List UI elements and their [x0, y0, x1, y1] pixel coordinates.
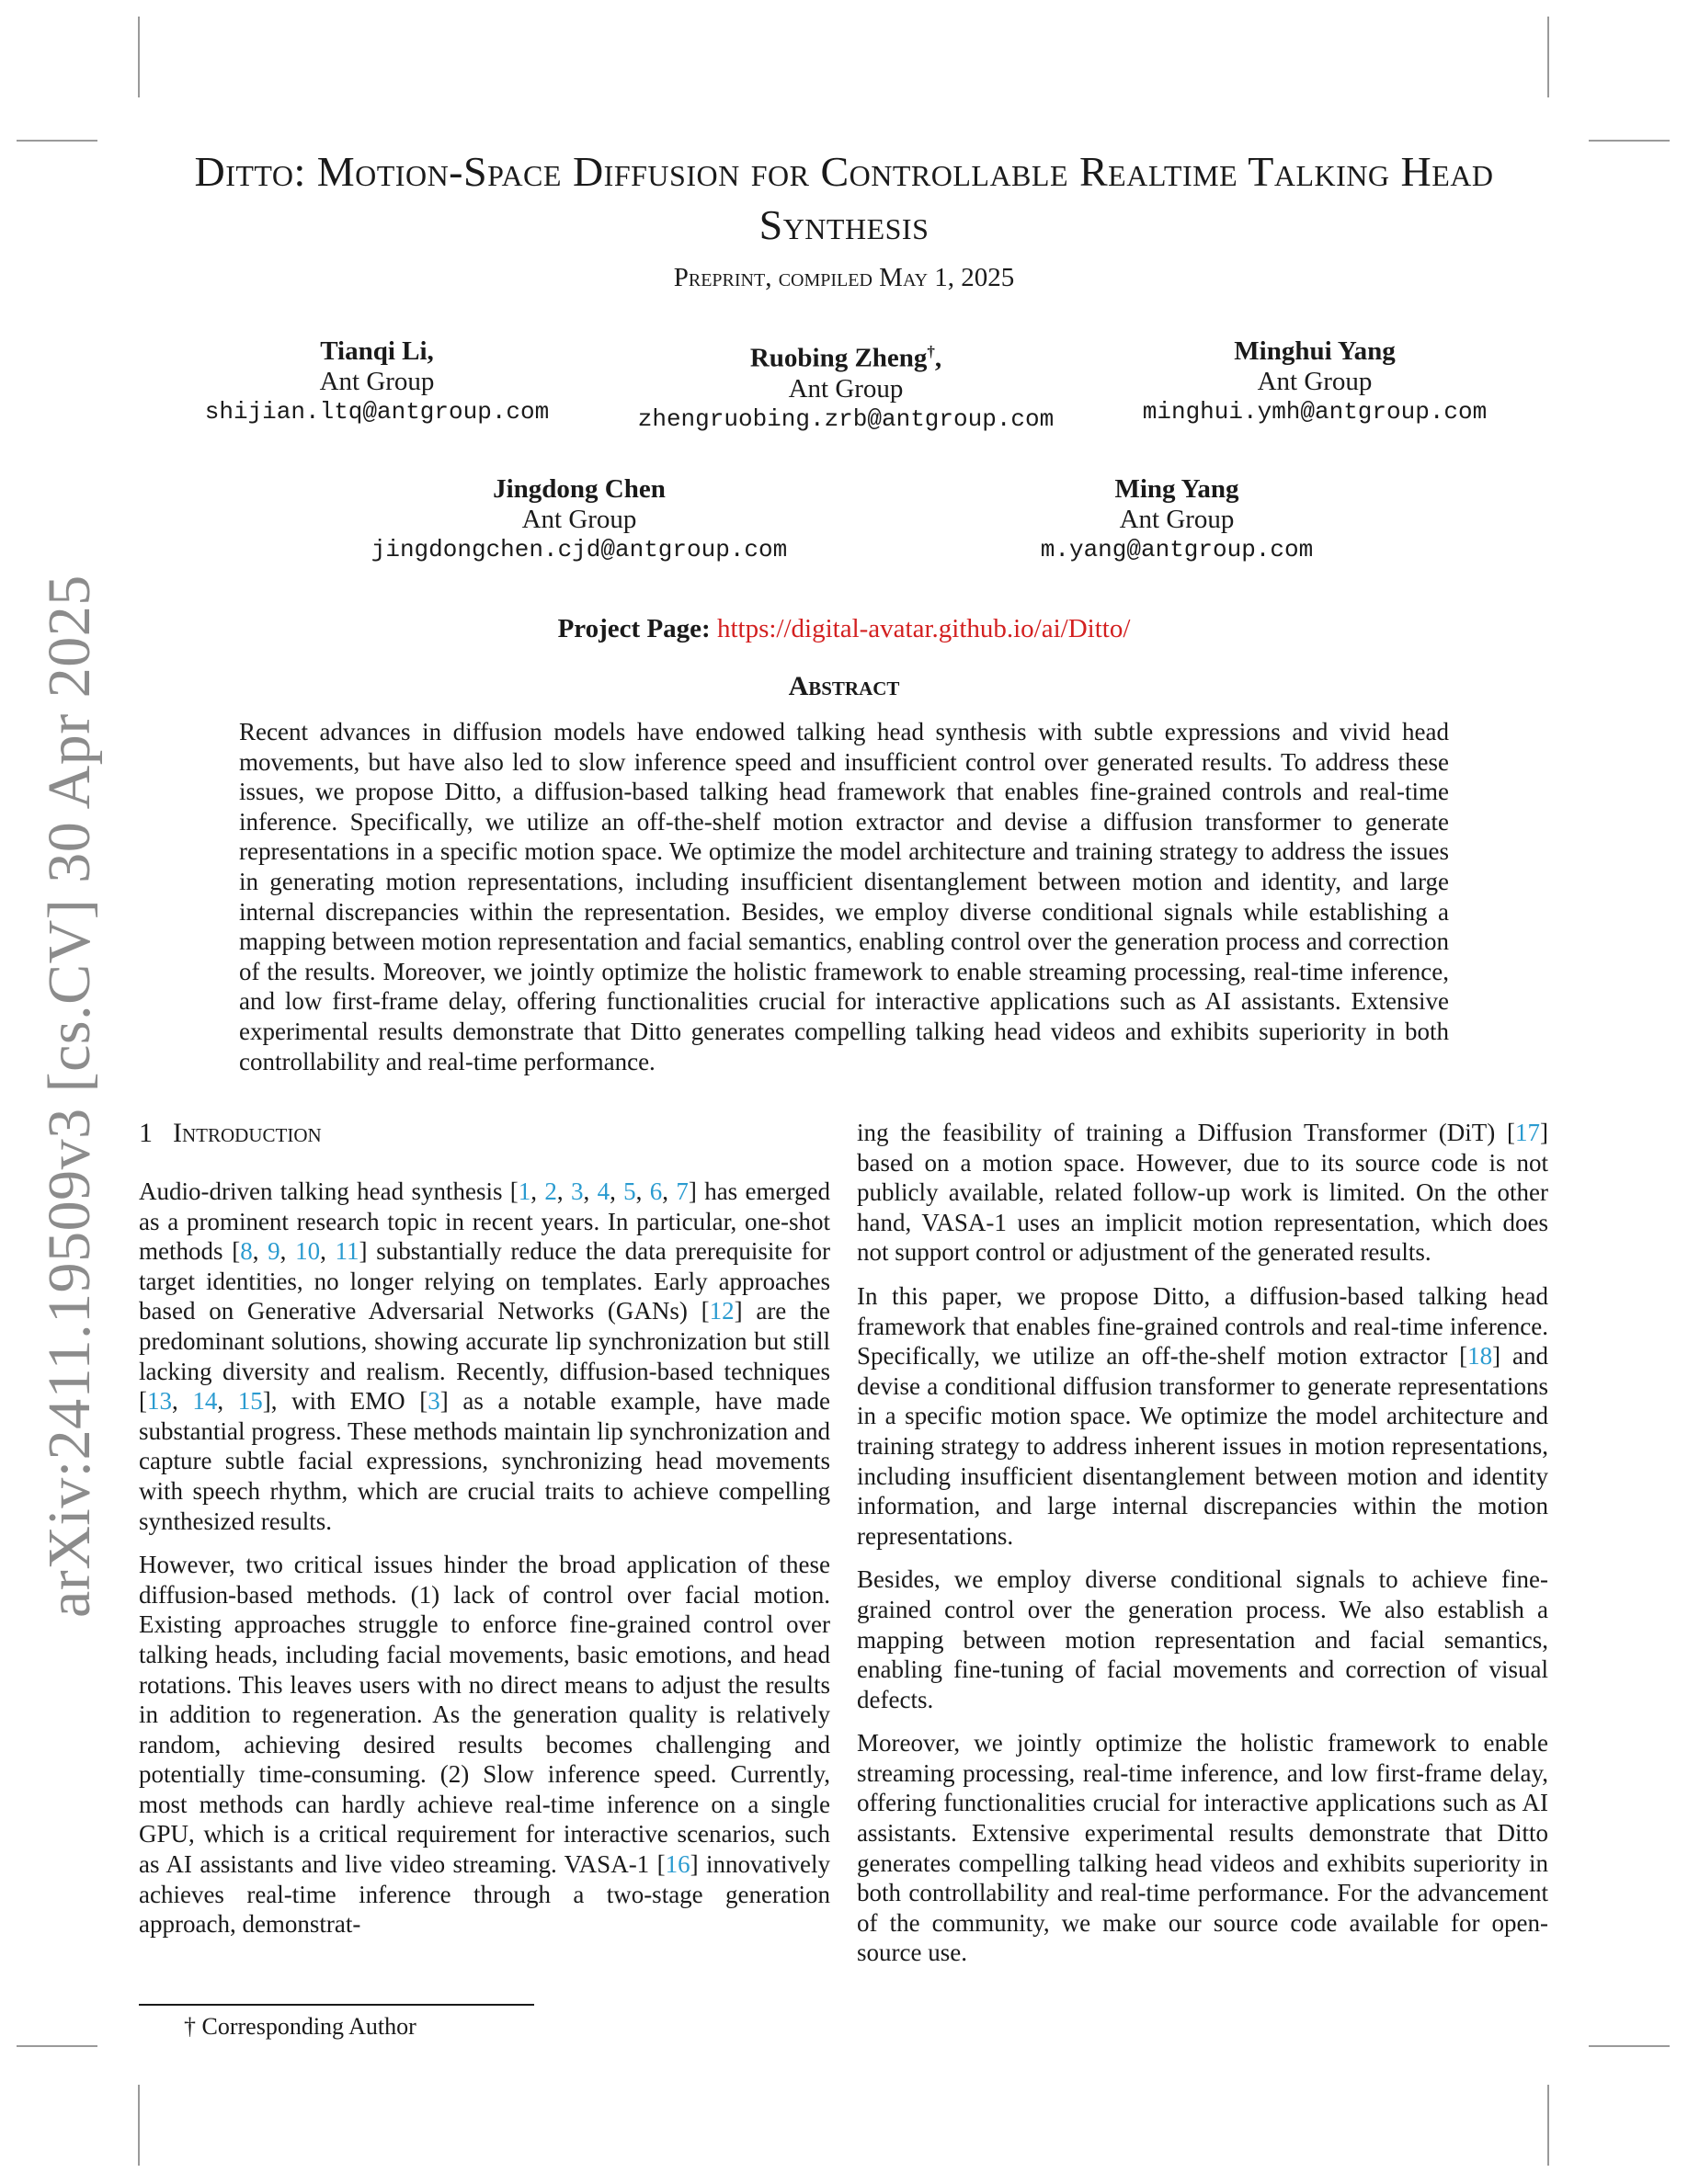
paragraph: Besides, we employ diverse conditional signals to achieve fine-grained control over the generation process. We also establish a mapping between motion representation and facial semantics, enabling fine-tuning of facial movements and correction of visual defects.	[857, 1565, 1548, 1713]
citation[interactable]: 12	[709, 1297, 735, 1325]
citation[interactable]: 15	[237, 1387, 263, 1416]
author-email[interactable]: zhengruobing.zrb@antgroup.com	[637, 404, 1055, 433]
citation[interactable]: 14	[192, 1387, 218, 1416]
author-block	[349, 474, 809, 565]
section-heading	[139, 1118, 830, 1149]
crop-mark	[138, 2085, 140, 2166]
citation[interactable]: 9	[268, 1237, 280, 1266]
citation[interactable]: 13	[147, 1387, 172, 1416]
author-affiliation: Ant Group	[1257, 367, 1373, 396]
citation[interactable]: 7	[676, 1177, 689, 1205]
author-name: Ming Yang	[1114, 474, 1239, 504]
paragraph: In this paper, we propose Ditto, a diffusion-based talking head framework that enables fine-grained controls and real-time inference. Specifically, we utilize an off-the-shelf motion extractor [18] and devise a conditional diffusion transformer to generate representations in a specific motion space. We optimize the model architecture and training strategy to address inherent issues in motion representations, including insufficient disentanglement between motion and identity information, and large internal discrepancies within the motion representations.	[857, 1281, 1548, 1550]
author-block	[588, 336, 1103, 435]
author-block	[947, 474, 1407, 565]
citation[interactable]: 1	[518, 1177, 531, 1205]
crop-mark	[1547, 2085, 1549, 2166]
author-email[interactable]: minghui.ymh@antgroup.com	[1142, 398, 1488, 426]
right-column	[857, 1118, 1548, 1982]
citation[interactable]: 11	[335, 1237, 359, 1266]
author-name: Tianqi Li,	[320, 336, 434, 366]
author-name: Jingdong Chen	[493, 474, 666, 504]
citation[interactable]: 8	[240, 1237, 253, 1266]
crop-mark	[138, 17, 140, 97]
project-page-label: Project Page:	[557, 614, 711, 643]
author-email[interactable]: jingdongchen.cjd@antgroup.com	[371, 536, 788, 563]
paragraph: Moreover, we jointly optimize the holistic framework to enable streaming processing, real-time inference, and low first-frame delay, offering functionalities crucial for interactive applications such as AI assistants. Extensive experimental results demonstrate that Ditto generates compelling talking head videos and exhibits superiority in both controllability and real-time performance. For the advancement of the community, we make our source code available for open-source use.	[857, 1729, 1548, 1967]
abstract-heading: Abstract	[788, 671, 900, 701]
citation[interactable]: 4	[597, 1177, 610, 1205]
author-block	[165, 336, 588, 427]
project-page	[129, 614, 1559, 644]
project-page-link[interactable]: https://digital-avatar.github.io/ai/Ditto/	[716, 614, 1131, 643]
citation[interactable]: 16	[665, 1850, 690, 1879]
citation[interactable]: 18	[1467, 1342, 1493, 1371]
author-affiliation: Ant Group	[319, 367, 435, 396]
citation[interactable]: 10	[295, 1237, 321, 1266]
crop-mark	[1547, 17, 1549, 97]
author-name: Ruobing Zheng†,	[749, 343, 942, 373]
crop-mark	[17, 2045, 97, 2047]
author-affiliation: Ant Group	[1119, 505, 1235, 534]
arxiv-side-stamp: arXiv:2411.19509v3 [cs.CV] 30 Apr 2025	[36, 574, 103, 1618]
paragraph: ing the feasibility of training a Diffusion Transformer (DiT) [17] based on a motion space. However, due to its source code is not publicly available, related follow-up work is limited. On the other hand, VASA-1 uses an implicit motion representation, which does not support control or adjustment of the generated results.	[857, 1119, 1548, 1267]
author-name: Minghui Yang	[1234, 336, 1396, 366]
author-email[interactable]: m.yang@antgroup.com	[1040, 536, 1314, 563]
author-block	[1103, 336, 1526, 427]
section-number: 1	[139, 1118, 153, 1148]
citation[interactable]: 5	[623, 1177, 636, 1205]
abstract-body: Recent advances in diffusion models have endowed talking head synthesis with subtle expressions and vivid head movements, but have also led to slow inference speed and insufficient control over generated results. To address these issues, we propose Ditto, a diffusion-based talking head framework that enables fine-grained controls and real-time inference. Specifically, we utilize an off-the-shelf motion extractor and devise a diffusion transformer to generate representations in a specific motion space. We optimize the model architecture and training strategy to address the issues in generating motion representations, including insufficient disentanglement between motion and identity, and large internal discrepancies within the representation. Besides, we employ diverse conditional signals while establishing a mapping between motion representation and facial semantics, enabling control over the generation process and correction of the results. Moreover, we jointly optimize the holistic framework to enable streaming processing, real-time inference, and low first-frame delay, offering functionalities crucial for interactive applications such as AI assistants. Extensive experimental results demonstrate that Ditto generates compelling talking head videos and exhibits superiority in both controllability and real-time performance.	[239, 718, 1449, 1075]
paragraph: However, two critical issues hinder the broad application of these diffusion-based methods. (1) lack of control over facial motion. Existing approaches struggle to enforce fine-grained control over talking heads, including facial movements, basic emotions, and head rotations. This leaves users with no direct means to adjust the results in addition to regeneration. As the generation quality is relatively random, achieving desired results becomes challenging and potentially time-consuming. (2) Slow inference speed. Currently, most methods can hardly achieve real-time inference on a single GPU, which is a critical requirement for interactive scenarios, such as AI assistants and live video streaming. VASA-1 [16] innovatively achieves real-time inference through a two-stage generation approach, demonstrat-	[139, 1551, 830, 1939]
corresponding-mark: †	[927, 343, 935, 360]
crop-mark	[1589, 2045, 1670, 2047]
section-title: Introduction	[173, 1118, 322, 1148]
left-column	[139, 1118, 830, 1953]
crop-mark	[17, 140, 97, 142]
paragraph: Audio-driven talking head synthesis [1, 2, 3, 4, 5, 6, 7] has emerged as a prominent research topic in recent years. In particular, one-shot methods [8, 9, 10, 11] substantially reduce the data prerequisite for target identities, no longer relying on templates. Early approaches based on Generative Adversarial Networks (GANs) [12] are the predominant solutions, showing accurate lip synchronization but still lacking diversity and realism. Recently, diffusion-based techniques [13, 14, 15], with EMO [3] as a notable example, have made substantial progress. These methods maintain lip synchronization and capture subtle facial expressions, synchronizing head movements with speech rhythm, which are crucial traits to achieve compelling synthesized results.	[139, 1177, 831, 1535]
citation[interactable]: 2	[544, 1177, 557, 1205]
paper-subtitle: Preprint, compiled May 1, 2025	[673, 263, 1015, 292]
author-affiliation: Ant Group	[788, 373, 904, 404]
citation[interactable]: 6	[649, 1177, 663, 1205]
footnote: † Corresponding Author	[184, 2013, 416, 2040]
citation[interactable]: 3	[428, 1387, 440, 1416]
footnote-rule	[139, 2004, 534, 2006]
citation[interactable]: 3	[570, 1177, 584, 1205]
author-affiliation: Ant Group	[521, 505, 637, 534]
author-email[interactable]: shijian.ltq@antgroup.com	[204, 398, 550, 426]
crop-mark	[1589, 140, 1670, 142]
citation[interactable]: 17	[1515, 1119, 1540, 1146]
paper-title: Ditto: Motion-Space Diffusion for Controllable Realtime Talking Head Synthesis	[194, 148, 1494, 248]
